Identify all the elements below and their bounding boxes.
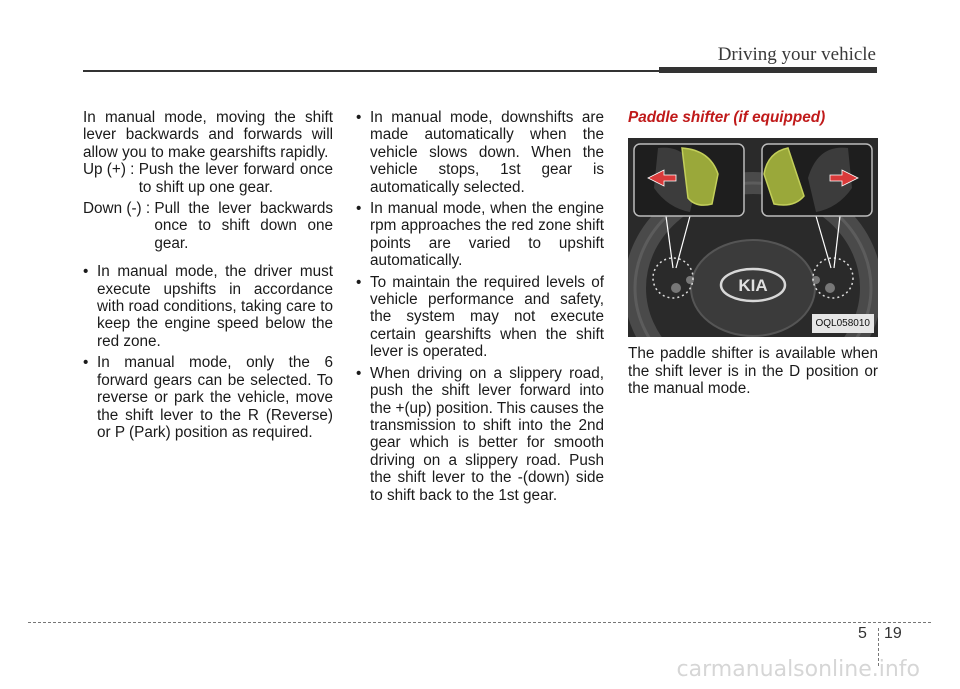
column-1 [83,109,333,445]
column-3 [628,109,878,398]
bullet-list [356,109,604,504]
bullet-list [83,263,333,441]
up-term: Up (+) : [83,161,139,179]
list-item: • In manual mode, the driver must execute upshifts in accordance with road conditions, taking care to keep the engine speed below the red zone. [83,263,333,350]
figure-code: OQL058010 [812,314,875,333]
down-definition [83,200,333,252]
chapter-number: 5 [858,625,867,642]
header-title: Driving your vehicle [717,44,876,65]
list-item: • In manual mode, downshifts are made automatically when the vehicle slows down. When the vehicle stops, 1st gear is automatically selected. [356,109,604,196]
down-description: Pull the lever backwards once to shift down one gear. [154,200,333,252]
steering-wheel-illustration [628,138,878,337]
up-description: Push the lever forward once to shift up one gear. [138,161,333,196]
page-number: 19 [884,625,902,642]
list-item: • To maintain the required levels of vehicle performance and safety, the system may not execute certain gearshifts when the shift lever is operated. [356,274,604,361]
list-item: • In manual mode, when the engine rpm approaches the red zone shift points are varied to upshift automatically. [356,200,604,270]
watermark: carmanualsonline.info [676,657,920,682]
footer-rule [28,622,931,623]
column-2 [356,109,604,508]
kia-logo: KIA [738,276,768,296]
paddle-shifter-figure [628,138,878,337]
figure-caption: The paddle shifter is available when the shift lever is in the D position or the manual mode. [628,345,878,398]
up-definition [83,161,333,196]
intro-paragraph: In manual mode, moving the shift lever backwards and forwards will allow you to make gearshifts rapidly. [83,109,333,161]
list-item: • In manual mode, only the 6 forward gears can be selected. To reverse or park the vehicle, move the shift lever to the R (Reverse) or P (Park) position as required. [83,354,333,441]
section-heading: Paddle shifter (if equipped) [628,109,826,126]
header-rule [83,70,661,72]
header-rule-bar [659,67,877,73]
down-term: Down (-) : [83,200,155,218]
list-item: • When driving on a slippery road, push the shift lever forward into the +(up) position. This causes the transmission to shift into the 2nd gear which is better for smooth driving on a slippery road. Push the shift lever to the -(down) side to shift back to the 1st gear. [356,365,604,504]
